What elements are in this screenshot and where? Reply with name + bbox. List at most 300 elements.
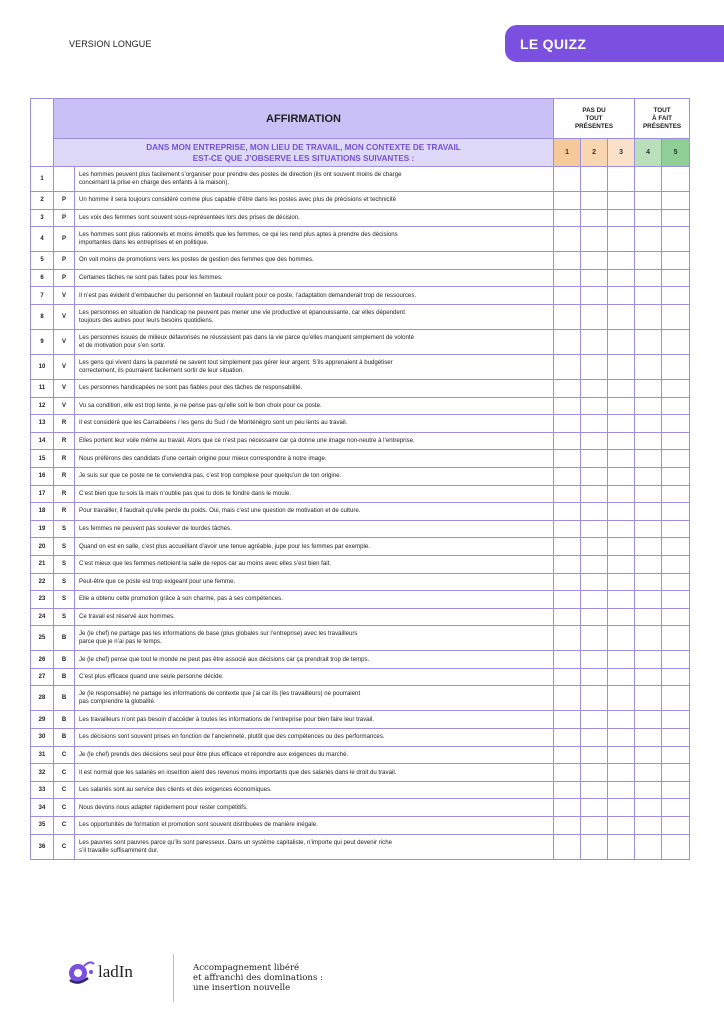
statement-text bbox=[75, 467, 554, 485]
rating-cell-2[interactable] bbox=[581, 764, 608, 782]
statement-text bbox=[75, 746, 554, 764]
rating-cell-4[interactable] bbox=[635, 503, 662, 521]
statement-line: Elles portent leur voile même au travail. Alors que ce n’est pas nécessaire car ça donne une image non-neutre à l’entreprise. bbox=[79, 437, 415, 445]
rating-cell-3[interactable] bbox=[608, 397, 635, 415]
rating-cell-4[interactable] bbox=[635, 520, 662, 538]
rating-cell-2[interactable] bbox=[581, 503, 608, 521]
rating-cell-1[interactable] bbox=[554, 503, 581, 521]
rating-cell-1[interactable] bbox=[554, 432, 581, 450]
rating-cell-2[interactable] bbox=[581, 608, 608, 626]
rating-cell-5[interactable] bbox=[662, 668, 690, 686]
table-row bbox=[31, 626, 690, 651]
subtitle-line: EST-CE QUE J’OBSERVE LES SITUATIONS SUIVANTES : bbox=[192, 153, 415, 163]
rating-cell-2[interactable] bbox=[581, 485, 608, 503]
rating-cell-5[interactable] bbox=[662, 209, 690, 227]
rating-cell-2[interactable] bbox=[581, 397, 608, 415]
rating-cell-1[interactable] bbox=[554, 729, 581, 747]
rating-cell-3[interactable] bbox=[608, 269, 635, 287]
rating-cell-1[interactable] bbox=[554, 764, 581, 782]
rating-cell-3[interactable] bbox=[608, 379, 635, 397]
rating-cell-5[interactable] bbox=[662, 329, 690, 354]
table-row bbox=[31, 686, 690, 711]
rating-cell-3[interactable] bbox=[608, 799, 635, 817]
rating-cell-5[interactable] bbox=[662, 467, 690, 485]
table-row bbox=[31, 192, 690, 210]
rating-cell-1[interactable] bbox=[554, 608, 581, 626]
table-row bbox=[31, 729, 690, 747]
rating-cell-3[interactable] bbox=[608, 287, 635, 305]
table-row bbox=[31, 209, 690, 227]
statement-line: Les hommes sont plus rationnels et moins émotifs que les femmes, ce qui les rend plus aptes à prendre des décisions bbox=[79, 231, 398, 239]
rating-cell-4[interactable] bbox=[635, 415, 662, 433]
rating-cell-4[interactable] bbox=[635, 799, 662, 817]
row-number: 31 bbox=[31, 746, 54, 764]
rating-cell-4[interactable] bbox=[635, 686, 662, 711]
rating-cell-4[interactable] bbox=[635, 573, 662, 591]
rating-cell-4[interactable] bbox=[635, 252, 662, 270]
rating-cell-3[interactable] bbox=[608, 608, 635, 626]
rating-cell-5[interactable] bbox=[662, 167, 690, 192]
table-row bbox=[31, 450, 690, 468]
row-number: 12 bbox=[31, 397, 54, 415]
rating-cell-4[interactable] bbox=[635, 209, 662, 227]
rating-cell-2[interactable] bbox=[581, 252, 608, 270]
statement-text bbox=[75, 817, 554, 835]
row-number: 1 bbox=[31, 167, 54, 192]
rating-cell-2[interactable] bbox=[581, 329, 608, 354]
footer-divider bbox=[173, 954, 174, 1002]
rating-cell-5[interactable] bbox=[662, 591, 690, 609]
rating-cell-2[interactable] bbox=[581, 573, 608, 591]
statement-text bbox=[75, 711, 554, 729]
rating-cell-3[interactable] bbox=[608, 354, 635, 379]
rating-cell-1[interactable] bbox=[554, 834, 581, 859]
rating-cell-2[interactable] bbox=[581, 686, 608, 711]
rating-cell-4[interactable] bbox=[635, 450, 662, 468]
rating-cell-5[interactable] bbox=[662, 711, 690, 729]
statement-line: Les salariés sont au service des clients et des exigences économiques. bbox=[79, 786, 272, 794]
row-number: 6 bbox=[31, 269, 54, 287]
rating-cell-5[interactable] bbox=[662, 729, 690, 747]
statement-line: Peut-être que ce poste est trop exigeant pour une femme. bbox=[79, 577, 236, 585]
rating-cell-1[interactable] bbox=[554, 227, 581, 252]
rating-cell-2[interactable] bbox=[581, 651, 608, 669]
rating-cell-2[interactable] bbox=[581, 626, 608, 651]
statement-line: Je suis sur que ce poste ne te conviendra pas, c’est trop complexe pour quelqu’un de ton origine. bbox=[79, 472, 342, 480]
statement-text bbox=[75, 608, 554, 626]
statement-line: Les personnes handicapées ne sont pas fiables pour des tâches de responsabilité. bbox=[79, 384, 303, 392]
statement-line: toujours des autres pour leurs besoins quotidiens. bbox=[79, 316, 214, 324]
statement-text bbox=[75, 555, 554, 573]
rating-cell-3[interactable] bbox=[608, 626, 635, 651]
rating-cell-1[interactable] bbox=[554, 711, 581, 729]
row-category: C bbox=[54, 746, 75, 764]
rating-cell-5[interactable] bbox=[662, 379, 690, 397]
rating-cell-2[interactable] bbox=[581, 287, 608, 305]
rating-cell-3[interactable] bbox=[608, 538, 635, 556]
statement-line: Il est normal que les salariés en insertion aient des revenus moins importants que des salariés dans le droit du travail. bbox=[79, 768, 397, 776]
row-number: 26 bbox=[31, 651, 54, 669]
rating-cell-4[interactable] bbox=[635, 354, 662, 379]
rating-cell-3[interactable] bbox=[608, 834, 635, 859]
rating-cell-1[interactable] bbox=[554, 746, 581, 764]
rating-cell-5[interactable] bbox=[662, 651, 690, 669]
table-row bbox=[31, 503, 690, 521]
rating-cell-1[interactable] bbox=[554, 192, 581, 210]
rating-cell-2[interactable] bbox=[581, 467, 608, 485]
rating-cell-3[interactable] bbox=[608, 729, 635, 747]
statement-line: Nous préférons des candidats d’une certain origine pour mieux correspondre à notre image. bbox=[79, 454, 327, 462]
scale-high-line: TOUT bbox=[653, 106, 671, 114]
row-category: P bbox=[54, 269, 75, 287]
rating-cell-5[interactable] bbox=[662, 192, 690, 210]
rating-cell-5[interactable] bbox=[662, 227, 690, 252]
rating-cell-4[interactable] bbox=[635, 591, 662, 609]
row-category: V bbox=[54, 287, 75, 305]
statement-text bbox=[75, 450, 554, 468]
rating-cell-5[interactable] bbox=[662, 503, 690, 521]
statement-text bbox=[75, 252, 554, 270]
rating-cell-2[interactable] bbox=[581, 450, 608, 468]
statement-line: Les femmes ne peuvent pas soulever de lourdes tâches. bbox=[79, 525, 232, 533]
tagline-line: Accompagnement libéré bbox=[193, 963, 300, 973]
rating-cell-4[interactable] bbox=[635, 668, 662, 686]
rating-cell-3[interactable] bbox=[608, 209, 635, 227]
row-number: 16 bbox=[31, 467, 54, 485]
table-row bbox=[31, 651, 690, 669]
rating-cell-5[interactable] bbox=[662, 686, 690, 711]
table-row bbox=[31, 520, 690, 538]
rating-cell-1[interactable] bbox=[554, 799, 581, 817]
rating-cell-4[interactable] bbox=[635, 538, 662, 556]
aladin-logo bbox=[66, 958, 133, 986]
statement-line: Un homme il sera toujours considéré comme plus capable d’être dans les postes avec plus de précisions et technicité bbox=[79, 196, 397, 204]
rating-cell-2[interactable] bbox=[581, 209, 608, 227]
rating-cell-2[interactable] bbox=[581, 167, 608, 192]
row-number: 11 bbox=[31, 379, 54, 397]
row-number: 14 bbox=[31, 432, 54, 450]
rating-cell-1[interactable] bbox=[554, 668, 581, 686]
rating-cell-4[interactable] bbox=[635, 304, 662, 329]
rating-cell-5[interactable] bbox=[662, 432, 690, 450]
rating-cell-3[interactable] bbox=[608, 520, 635, 538]
rating-cell-1[interactable] bbox=[554, 781, 581, 799]
rating-cell-1[interactable] bbox=[554, 354, 581, 379]
scale-high-line: À FAIT bbox=[652, 114, 672, 122]
rating-cell-1[interactable] bbox=[554, 686, 581, 711]
row-number: 23 bbox=[31, 591, 54, 609]
statement-text bbox=[75, 781, 554, 799]
rating-cell-2[interactable] bbox=[581, 304, 608, 329]
rating-cell-3[interactable] bbox=[608, 651, 635, 669]
statement-text bbox=[75, 520, 554, 538]
row-number: 13 bbox=[31, 415, 54, 433]
table-row bbox=[31, 432, 690, 450]
rating-cell-2[interactable] bbox=[581, 379, 608, 397]
rating-cell-4[interactable] bbox=[635, 227, 662, 252]
rating-cell-3[interactable] bbox=[608, 555, 635, 573]
rating-cell-1[interactable] bbox=[554, 167, 581, 192]
rating-cell-1[interactable] bbox=[554, 329, 581, 354]
rating-cell-5[interactable] bbox=[662, 520, 690, 538]
rating-cell-2[interactable] bbox=[581, 269, 608, 287]
rating-cell-1[interactable] bbox=[554, 573, 581, 591]
statement-line: Quand on est en salle, c’est plus accueillant d’avoir une tenue agréable, jupe pour les femmes par exemple. bbox=[79, 542, 370, 550]
row-category: V bbox=[54, 397, 75, 415]
rating-cell-3[interactable] bbox=[608, 304, 635, 329]
rating-cell-2[interactable] bbox=[581, 555, 608, 573]
statement-rows bbox=[31, 167, 690, 860]
rating-cell-1[interactable] bbox=[554, 397, 581, 415]
statement-text bbox=[75, 538, 554, 556]
row-number: 24 bbox=[31, 608, 54, 626]
rating-cell-5[interactable] bbox=[662, 817, 690, 835]
row-number: 35 bbox=[31, 817, 54, 835]
rating-cell-5[interactable] bbox=[662, 415, 690, 433]
row-number: 7 bbox=[31, 287, 54, 305]
rating-cell-4[interactable] bbox=[635, 626, 662, 651]
rating-cell-5[interactable] bbox=[662, 746, 690, 764]
row-number: 33 bbox=[31, 781, 54, 799]
rating-cell-1[interactable] bbox=[554, 450, 581, 468]
rating-cell-1[interactable] bbox=[554, 269, 581, 287]
rating-cell-3[interactable] bbox=[608, 227, 635, 252]
rating-cell-2[interactable] bbox=[581, 781, 608, 799]
rating-cell-1[interactable] bbox=[554, 415, 581, 433]
rating-cell-5[interactable] bbox=[662, 573, 690, 591]
rating-cell-3[interactable] bbox=[608, 415, 635, 433]
rating-cell-4[interactable] bbox=[635, 781, 662, 799]
rating-cell-4[interactable] bbox=[635, 834, 662, 859]
rating-cell-3[interactable] bbox=[608, 746, 635, 764]
rating-cell-5[interactable] bbox=[662, 354, 690, 379]
scale-high-line: PRÉSENTES bbox=[642, 122, 682, 130]
scale-3: 3 bbox=[608, 139, 635, 167]
rating-cell-3[interactable] bbox=[608, 485, 635, 503]
table-row bbox=[31, 167, 690, 192]
statement-text bbox=[75, 764, 554, 782]
rating-cell-4[interactable] bbox=[635, 269, 662, 287]
table-row bbox=[31, 746, 690, 764]
rating-cell-5[interactable] bbox=[662, 799, 690, 817]
rating-cell-2[interactable] bbox=[581, 538, 608, 556]
footer-tagline bbox=[193, 963, 323, 993]
row-number: 19 bbox=[31, 520, 54, 538]
rating-cell-4[interactable] bbox=[635, 379, 662, 397]
rating-cell-5[interactable] bbox=[662, 608, 690, 626]
rating-cell-4[interactable] bbox=[635, 555, 662, 573]
statement-text bbox=[75, 227, 554, 252]
statement-line: Il n’est pas évident d’embaucher du personnel en fauteuil roulant pour ce poste, l’adaptation demanderait trop de ressources. bbox=[79, 291, 417, 299]
row-category: R bbox=[54, 467, 75, 485]
rating-cell-4[interactable] bbox=[635, 397, 662, 415]
rating-cell-2[interactable] bbox=[581, 746, 608, 764]
rating-cell-2[interactable] bbox=[581, 668, 608, 686]
row-category: P bbox=[54, 252, 75, 270]
rating-cell-5[interactable] bbox=[662, 450, 690, 468]
rating-cell-1[interactable] bbox=[554, 379, 581, 397]
rating-cell-4[interactable] bbox=[635, 192, 662, 210]
rating-cell-3[interactable] bbox=[608, 711, 635, 729]
rating-cell-2[interactable] bbox=[581, 799, 608, 817]
rating-cell-4[interactable] bbox=[635, 651, 662, 669]
rating-cell-2[interactable] bbox=[581, 591, 608, 609]
table-row bbox=[31, 252, 690, 270]
rating-cell-3[interactable] bbox=[608, 686, 635, 711]
rating-cell-5[interactable] bbox=[662, 252, 690, 270]
scale-low-line: PRÉSENTES bbox=[574, 122, 614, 130]
rating-cell-3[interactable] bbox=[608, 432, 635, 450]
rating-cell-5[interactable] bbox=[662, 397, 690, 415]
scale-low-line: PAS DU bbox=[582, 106, 606, 114]
rating-cell-2[interactable] bbox=[581, 192, 608, 210]
statement-line: parce que je n’ai pas le temps. bbox=[79, 638, 162, 646]
rating-cell-5[interactable] bbox=[662, 304, 690, 329]
statement-text bbox=[75, 432, 554, 450]
row-number: 3 bbox=[31, 209, 54, 227]
rating-cell-3[interactable] bbox=[608, 764, 635, 782]
row-category: R bbox=[54, 503, 75, 521]
rating-cell-5[interactable] bbox=[662, 555, 690, 573]
statement-line: Les voix des femmes sont souvent sous-représentées lors des prises de décision. bbox=[79, 213, 300, 221]
statement-text bbox=[75, 651, 554, 669]
rating-cell-5[interactable] bbox=[662, 781, 690, 799]
rating-cell-2[interactable] bbox=[581, 227, 608, 252]
rating-cell-3[interactable] bbox=[608, 467, 635, 485]
row-category: V bbox=[54, 329, 75, 354]
row-number: 32 bbox=[31, 764, 54, 782]
statement-text bbox=[75, 304, 554, 329]
aladin-lamp-logo-icon bbox=[66, 958, 96, 986]
rating-cell-1[interactable] bbox=[554, 467, 581, 485]
rating-cell-1[interactable] bbox=[554, 485, 581, 503]
row-number: 34 bbox=[31, 799, 54, 817]
rating-cell-3[interactable] bbox=[608, 817, 635, 835]
statement-line: C’est plus efficace quand une seule personne décide. bbox=[79, 673, 224, 681]
table-row bbox=[31, 781, 690, 799]
affirmation-header: AFFIRMATION bbox=[54, 99, 554, 139]
statement-line: Les décisions sont souvent prises en fonction de l’ancienneté, plutôt que des compétences ou des performances. bbox=[79, 733, 385, 741]
rating-cell-2[interactable] bbox=[581, 520, 608, 538]
rating-cell-2[interactable] bbox=[581, 415, 608, 433]
rating-cell-4[interactable] bbox=[635, 287, 662, 305]
rating-cell-3[interactable] bbox=[608, 781, 635, 799]
statement-text bbox=[75, 834, 554, 859]
row-category: B bbox=[54, 711, 75, 729]
rating-cell-1[interactable] bbox=[554, 538, 581, 556]
statement-text bbox=[75, 686, 554, 711]
rating-cell-3[interactable] bbox=[608, 668, 635, 686]
row-number: 9 bbox=[31, 329, 54, 354]
question-subtitle bbox=[54, 139, 554, 167]
subtitle-line: DANS MON ENTREPRISE, MON LIEU DE TRAVAIL, MON CONTEXTE DE TRAVAIL bbox=[146, 142, 461, 152]
statement-line: concernant la prise en charge des enfants à la maison). bbox=[79, 179, 230, 186]
statement-text bbox=[75, 626, 554, 651]
rating-cell-1[interactable] bbox=[554, 252, 581, 270]
rating-cell-5[interactable] bbox=[662, 764, 690, 782]
rating-cell-2[interactable] bbox=[581, 834, 608, 859]
row-category: C bbox=[54, 781, 75, 799]
quizz-title-tab bbox=[505, 25, 724, 62]
rating-cell-4[interactable] bbox=[635, 432, 662, 450]
rating-cell-4[interactable] bbox=[635, 764, 662, 782]
rating-cell-1[interactable] bbox=[554, 520, 581, 538]
statement-line: C’est mieux que les femmes nettoient la salle de repos car au moins avec elles s’est bien fait. bbox=[79, 560, 331, 568]
row-number: 25 bbox=[31, 626, 54, 651]
rating-cell-4[interactable] bbox=[635, 729, 662, 747]
rating-cell-5[interactable] bbox=[662, 538, 690, 556]
rating-cell-3[interactable] bbox=[608, 167, 635, 192]
rating-cell-3[interactable] bbox=[608, 591, 635, 609]
rating-cell-4[interactable] bbox=[635, 746, 662, 764]
rating-cell-2[interactable] bbox=[581, 711, 608, 729]
row-category bbox=[54, 167, 75, 192]
statement-line: Les opportunités de formation et promotion sont souvent distribuées de manière inégale. bbox=[79, 821, 318, 829]
rating-cell-4[interactable] bbox=[635, 485, 662, 503]
rating-cell-1[interactable] bbox=[554, 555, 581, 573]
rating-cell-3[interactable] bbox=[608, 252, 635, 270]
rating-cell-3[interactable] bbox=[608, 573, 635, 591]
rating-cell-1[interactable] bbox=[554, 287, 581, 305]
table-row bbox=[31, 329, 690, 354]
rating-cell-4[interactable] bbox=[635, 167, 662, 192]
scale-high-header bbox=[635, 99, 690, 139]
rating-cell-1[interactable] bbox=[554, 626, 581, 651]
rating-cell-1[interactable] bbox=[554, 591, 581, 609]
rating-cell-1[interactable] bbox=[554, 651, 581, 669]
rating-cell-4[interactable] bbox=[635, 608, 662, 626]
scale-4: 4 bbox=[635, 139, 662, 167]
row-number: 10 bbox=[31, 354, 54, 379]
statement-text bbox=[75, 485, 554, 503]
rating-cell-1[interactable] bbox=[554, 817, 581, 835]
rating-cell-2[interactable] bbox=[581, 817, 608, 835]
version-label: VERSION LONGUE bbox=[69, 39, 152, 49]
row-number: 20 bbox=[31, 538, 54, 556]
row-category: P bbox=[54, 209, 75, 227]
statement-text bbox=[75, 269, 554, 287]
row-category: P bbox=[54, 192, 75, 210]
row-category: B bbox=[54, 729, 75, 747]
rating-cell-4[interactable] bbox=[635, 329, 662, 354]
rating-cell-2[interactable] bbox=[581, 432, 608, 450]
rating-cell-5[interactable] bbox=[662, 269, 690, 287]
rating-cell-5[interactable] bbox=[662, 485, 690, 503]
rating-cell-2[interactable] bbox=[581, 729, 608, 747]
table-row bbox=[31, 538, 690, 556]
statement-text bbox=[75, 354, 554, 379]
row-category: S bbox=[54, 555, 75, 573]
rating-cell-5[interactable] bbox=[662, 834, 690, 859]
statement-line: Les personnes issues de milieux défavorisés ne réussissent pas dans la vie parce qu’elles manquent simplement de volonté bbox=[79, 333, 415, 341]
rating-cell-3[interactable] bbox=[608, 503, 635, 521]
rating-cell-4[interactable] bbox=[635, 711, 662, 729]
rating-cell-5[interactable] bbox=[662, 287, 690, 305]
rating-cell-5[interactable] bbox=[662, 626, 690, 651]
rating-cell-3[interactable] bbox=[608, 329, 635, 354]
table-row bbox=[31, 467, 690, 485]
rating-cell-1[interactable] bbox=[554, 209, 581, 227]
row-category: C bbox=[54, 799, 75, 817]
rating-cell-3[interactable] bbox=[608, 450, 635, 468]
rating-cell-2[interactable] bbox=[581, 354, 608, 379]
rating-cell-1[interactable] bbox=[554, 304, 581, 329]
table-row bbox=[31, 485, 690, 503]
rating-cell-3[interactable] bbox=[608, 192, 635, 210]
rating-cell-4[interactable] bbox=[635, 467, 662, 485]
row-category: R bbox=[54, 432, 75, 450]
rating-cell-4[interactable] bbox=[635, 817, 662, 835]
